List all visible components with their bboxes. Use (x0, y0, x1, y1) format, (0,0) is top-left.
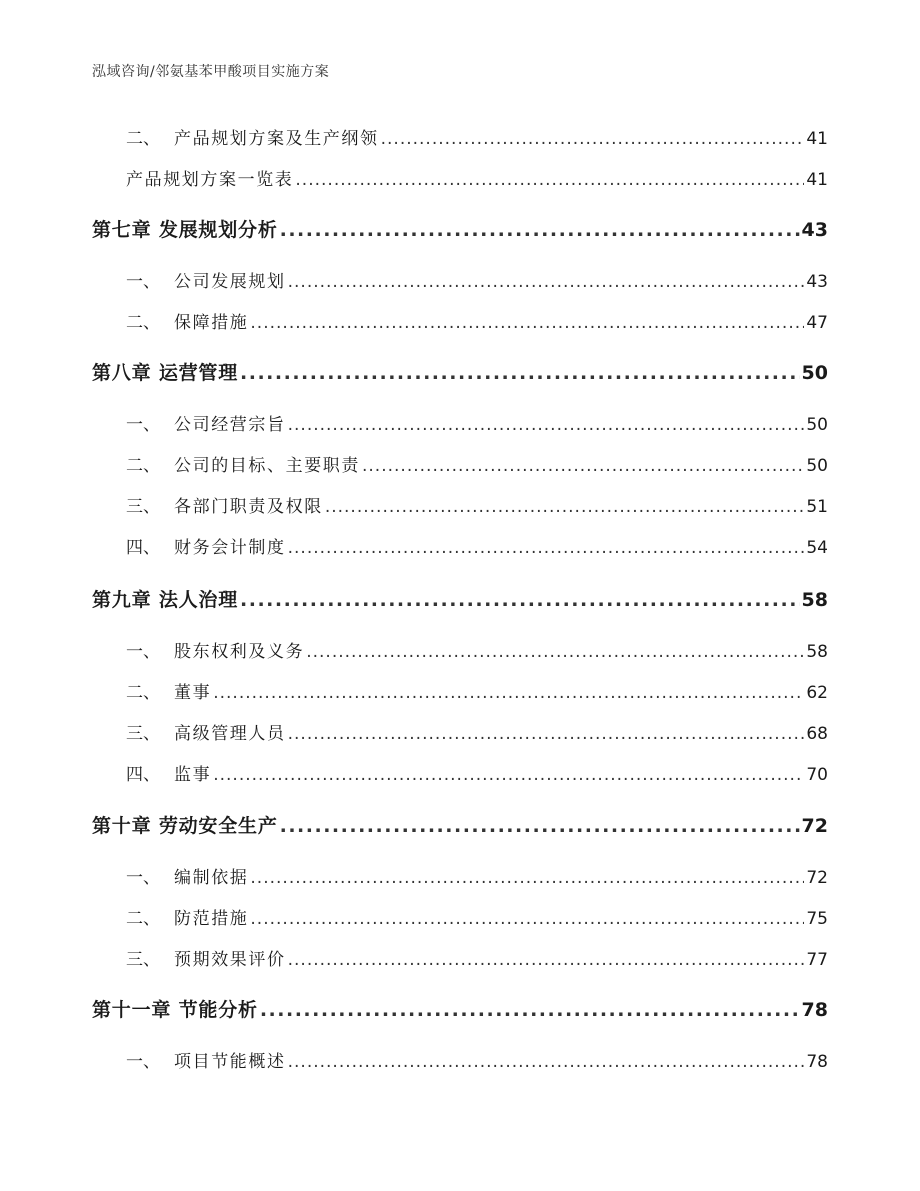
toc-chapter[interactable] (92, 811, 828, 838)
toc-entry-prefix: 一、 (126, 868, 160, 888)
toc-entry-text: 董事 (174, 683, 212, 703)
toc-leader-dots (288, 1052, 805, 1072)
toc-entry[interactable] (92, 760, 828, 785)
toc-leader-dots (240, 362, 800, 384)
toc-leader-dots (295, 170, 804, 190)
toc-leader-dots (213, 683, 804, 703)
toc-leader-dots (213, 765, 804, 785)
toc-entry-title (92, 637, 304, 662)
toc-entry-text: 编制依据 (174, 868, 249, 888)
toc-entry-page: 47 (806, 313, 828, 333)
toc-entry-prefix: 四、 (126, 765, 160, 785)
toc-chapter[interactable] (92, 585, 828, 612)
toc-chapter-title: 第七章 发展规划分析 (92, 219, 278, 241)
toc-chapter-page: 78 (801, 999, 828, 1021)
toc-entry-title (92, 533, 286, 558)
toc-entry-text: 公司经营宗旨 (174, 415, 286, 435)
toc-entry-title (92, 492, 323, 517)
toc-entry-page: 58 (806, 642, 828, 662)
toc-chapter[interactable] (92, 995, 828, 1022)
toc-entry-text: 高级管理人员 (174, 724, 286, 744)
toc-entry[interactable] (92, 308, 828, 333)
toc-entry[interactable] (92, 267, 828, 292)
toc-leader-dots (362, 456, 804, 476)
toc-entry-page: 51 (806, 497, 828, 517)
toc-entry-title (92, 165, 293, 190)
toc-entry-text: 保障措施 (174, 313, 249, 333)
toc-entry-title (92, 760, 211, 785)
toc-leader-dots (288, 538, 805, 558)
toc-entry-text: 财务会计制度 (174, 538, 286, 558)
toc-entry-prefix: 二、 (126, 129, 160, 149)
toc-entry-title (92, 267, 286, 292)
toc-entry-title (92, 904, 248, 929)
toc-entry-text: 产品规划方案一览表 (126, 170, 294, 190)
toc-entry-page: 75 (806, 909, 828, 929)
toc-entry[interactable] (92, 533, 828, 558)
toc-leader-dots (280, 815, 800, 837)
toc-entry[interactable] (92, 1047, 828, 1072)
toc-leader-dots (260, 999, 800, 1021)
toc-entry[interactable] (92, 678, 828, 703)
toc-entry[interactable] (92, 451, 828, 476)
toc-entry-page: 78 (806, 1052, 828, 1072)
toc-leader-dots (250, 868, 804, 888)
toc-entry[interactable] (92, 945, 828, 970)
toc-chapter-page: 43 (801, 219, 828, 241)
toc-leader-dots (250, 909, 804, 929)
toc-entry-title (92, 1047, 286, 1072)
toc-chapter-page: 58 (801, 589, 828, 611)
toc-entry-prefix: 三、 (126, 724, 160, 744)
toc-entry[interactable] (92, 637, 828, 662)
toc-entry-prefix: 二、 (126, 313, 160, 333)
toc-entry-title (92, 678, 211, 703)
toc-entry-prefix: 二、 (126, 909, 160, 929)
toc-entry-title (92, 863, 248, 888)
toc-entry-title (92, 451, 360, 476)
toc-entry-page: 50 (806, 456, 828, 476)
toc-entry-text: 公司的目标、主要职责 (174, 456, 360, 476)
toc-leader-dots (288, 272, 805, 292)
toc-chapter-title: 第九章 法人治理 (92, 589, 239, 611)
toc-leader-dots (306, 642, 804, 662)
toc-entry-prefix: 二、 (126, 683, 160, 703)
toc-entry-title (92, 410, 286, 435)
toc-chapter-page: 72 (801, 815, 828, 837)
toc-leader-dots (280, 219, 800, 241)
toc-chapter[interactable] (92, 358, 828, 385)
toc-entry-page: 41 (806, 170, 828, 190)
toc-entry-title (92, 308, 248, 333)
toc-leader-dots (288, 950, 805, 970)
toc-entry-prefix: 一、 (126, 272, 160, 292)
toc-entry-prefix: 一、 (126, 642, 160, 662)
toc-entry-prefix: 一、 (126, 415, 160, 435)
page-header: 泓域咨询/邻氨基苯甲酸项目实施方案 (92, 64, 330, 80)
toc-entry-prefix: 三、 (126, 950, 160, 970)
toc-entry-title (92, 719, 286, 744)
toc-entry-text: 产品规划方案及生产纲领 (174, 129, 379, 149)
toc-entry[interactable] (92, 124, 828, 149)
toc-entry-text: 公司发展规划 (174, 272, 286, 292)
toc-entry-prefix: 三、 (126, 497, 160, 517)
toc-entry-text: 各部门职责及权限 (174, 497, 323, 517)
toc-entry-title (92, 124, 379, 149)
toc-leader-dots (288, 724, 805, 744)
toc-entry-text: 监事 (174, 765, 212, 785)
toc-entry-prefix: 四、 (126, 538, 160, 558)
toc-entry[interactable] (92, 492, 828, 517)
toc-entry-text: 股东权利及义务 (174, 642, 305, 662)
toc-leader-dots (250, 313, 804, 333)
toc-entry-page: 68 (806, 724, 828, 744)
toc-chapter-title: 第八章 运营管理 (92, 362, 239, 384)
toc-chapter-page: 50 (801, 362, 828, 384)
toc-entry-page: 54 (806, 538, 828, 558)
toc-entry-page: 72 (806, 868, 828, 888)
toc-leader-dots (381, 129, 805, 149)
toc-entry-text: 预期效果评价 (174, 950, 286, 970)
toc-leader-dots (325, 497, 805, 517)
toc-chapter-title: 第十章 劳动安全生产 (92, 815, 278, 837)
toc-chapter[interactable] (92, 215, 828, 242)
toc-entry-page: 41 (806, 129, 828, 149)
toc-entry-page: 50 (806, 415, 828, 435)
toc-entry[interactable] (92, 904, 828, 929)
toc-entry-page: 70 (806, 765, 828, 785)
toc-leader-dots (240, 589, 800, 611)
toc-entry-prefix: 一、 (126, 1052, 160, 1072)
toc-entry-page: 62 (806, 683, 828, 703)
toc-entry-page: 77 (806, 950, 828, 970)
toc-entry[interactable] (92, 410, 828, 435)
toc-entry-text: 项目节能概述 (174, 1052, 286, 1072)
toc-entry-page: 43 (806, 272, 828, 292)
toc-entry[interactable] (92, 165, 828, 190)
toc-chapter-title: 第十一章 节能分析 (92, 999, 258, 1021)
toc-entry[interactable] (92, 719, 828, 744)
toc-entry[interactable] (92, 863, 828, 888)
toc-entry-prefix: 二、 (126, 456, 160, 476)
toc-leader-dots (288, 415, 805, 435)
toc-entry-text: 防范措施 (174, 909, 249, 929)
toc-entry-title (92, 945, 286, 970)
